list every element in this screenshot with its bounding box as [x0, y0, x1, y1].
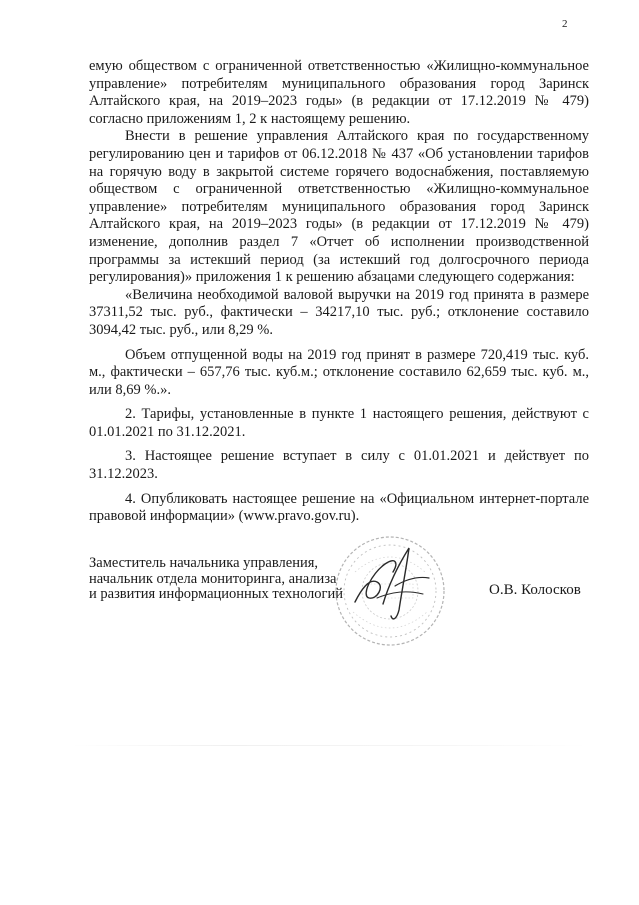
paragraph-continuation: емую обществом с ограниченной ответственностью «Жилищно-коммунальное управление» потребителям муниципального образования город Заринск Алтайского края, на 2019–2023 годы» (в редакции от 17.12.2019 № 479) согласно приложениям 1, 2 к настоящему решению. — [89, 58, 589, 127]
paragraph-revenue: «Величина необходимой валовой выручки на 2019 год принята в размере 37311,52 тыс. руб., фактически – 34217,10 тыс. руб.; отклонение составило 3094,42 тыс. руб., или 8,29 %. — [89, 286, 589, 338]
document-body — [89, 58, 589, 526]
paragraph-tariff-period: 2. Тарифы, установленные в пункте 1 настоящего решения, действуют с 01.01.2021 по 31.12.2021. — [89, 406, 589, 440]
paragraph-publication: 4. Опубликовать настоящее решение на «Официальном интернет-портале правовой информации» (www.pravo.gov.ru). — [89, 490, 589, 525]
paragraph-effective-date: 3. Настоящее решение вступает в силу с 01.01.2021 и действует по 31.12.2023. — [89, 448, 589, 483]
signer-title-line: начальник отдела мониторинга, анализа — [89, 570, 337, 587]
paragraph-amendment: Внести в решение управления Алтайского края по государственному регулированию цен и тарифов от 06.12.2018 № 437 «Об установлении тарифов на горячую воду в закрытой системе горячего водоснабжения, поставляемую обществом с ограниченной ответственностью «Жилищно-коммунальное управление» потребителям муниципального образования город Заринск Алтайского края, на 2019–2023 годы» (в редакции от 17.12.2019 № 479) изменение, дополнив раздел 7 «Отчет об исполнении производственной программы за истекший период (за истекший год долгосрочного периода регулирования)» приложения 1 к решению абзацами следующего содержания: — [89, 128, 589, 286]
signer-title-line: Заместитель начальника управления, — [89, 555, 319, 571]
signer-title — [89, 556, 343, 603]
signer-name: О.В. Колосков — [489, 582, 581, 598]
signature-block — [89, 556, 589, 646]
paragraph-water-volume: Объем отпущенной воды на 2019 год принят в размере 720,419 тыс. куб. м., фактически – 657,76 тыс. куб.м.; отклонение составило 62,659 тыс. куб. м., или 8,69 %.». — [89, 346, 589, 398]
scan-artifact-line — [70, 745, 590, 746]
signer-title-line: и развития информационных технологий — [89, 586, 344, 603]
page-number: 2 — [562, 18, 568, 30]
handwritten-signature — [347, 540, 437, 626]
